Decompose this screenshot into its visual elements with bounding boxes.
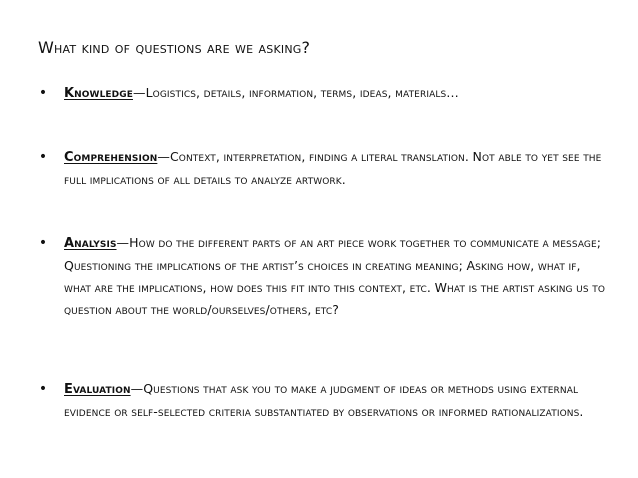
bullet-icon: • (38, 149, 48, 165)
bullet-description: —How do the different parts of an art piece work together to communicate a message; Questioning the implications of the artist’s choices in creating meaning; Asking how, what if, what are the implications, how does this fit into this context, etc. What is the artist asking us to question about the world/ourselves/others, etc? (64, 235, 606, 317)
bullet-description: —Logistics, details, information, terms, ideas, materials… (132, 85, 459, 100)
bullet-icon: • (38, 85, 48, 101)
bullet-term: Analysis (64, 236, 117, 251)
bullet-term: Comprehension (64, 150, 158, 165)
bullet-description: —Context, interpretation, finding a literal translation. Not able to yet see the full implications of all details to analyze artwork. (64, 149, 602, 187)
bullet-term: Knowledge (64, 86, 133, 101)
bullet-text (64, 378, 609, 423)
bullet-icon: • (38, 381, 48, 397)
bullet-text (64, 146, 609, 191)
bullet-term: Evaluation (64, 382, 131, 397)
bullet-text (64, 232, 609, 321)
bullet-description: —Questions that ask you to make a judgment of ideas or methods using external evidence or self-selected criteria substantiated by observations or informed rationalizations. (64, 381, 584, 419)
bullet-text (64, 82, 609, 105)
bullet-icon: • (38, 235, 48, 251)
slide-title: What kind of questions are we asking? (38, 38, 311, 57)
